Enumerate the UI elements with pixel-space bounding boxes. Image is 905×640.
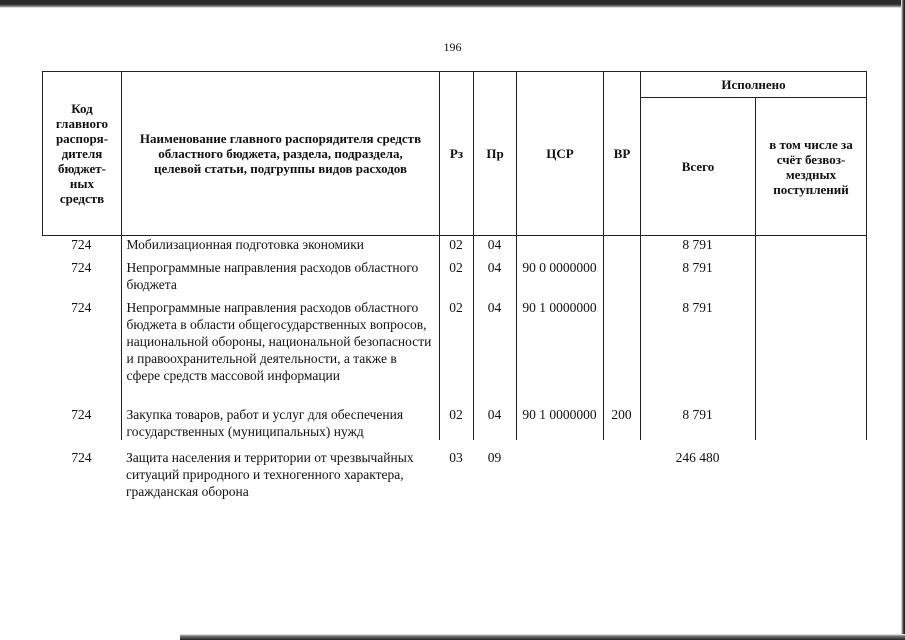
- row-csr: 90 1 0000000: [516, 299, 603, 384]
- row-gratis: [755, 259, 866, 293]
- row-total: 8 791: [640, 299, 755, 384]
- row-vr: 200: [603, 406, 640, 440]
- row-code: 724: [71, 450, 92, 465]
- row-gratis: [755, 449, 866, 500]
- row-rz: 02: [439, 406, 473, 440]
- header-gratis: в том числе за счёт безвоз-мездных поступлений: [756, 98, 867, 236]
- row-pr: 04: [473, 406, 516, 440]
- scan-edge-top: [0, 0, 905, 8]
- row-vr: [603, 236, 640, 253]
- table-row: [42, 259, 866, 293]
- row-code: 724: [71, 260, 92, 275]
- scan-edge-right: [901, 0, 905, 640]
- row-gratis: [755, 299, 866, 384]
- row-gratis: [755, 236, 866, 253]
- row-total: 8 791: [640, 406, 755, 440]
- row-code: 724: [71, 407, 92, 422]
- row-total: 8 791: [640, 259, 755, 293]
- row-name: Закупка товаров, работ и услуг для обеспечения государственных (муниципальных) нужд: [121, 406, 439, 440]
- data-table: [42, 236, 867, 500]
- row-csr: 90 1 0000000: [516, 406, 603, 440]
- header-vr: ВР: [604, 72, 641, 236]
- header-code: Код главного распоря-дителя бюджет-ных средств: [43, 72, 122, 236]
- header-executed: Исполнено: [641, 72, 867, 98]
- table-row: [42, 449, 866, 500]
- table-header: [42, 71, 867, 236]
- table-row: [42, 406, 866, 440]
- table-row: [42, 299, 866, 384]
- row-total: 246 480: [675, 450, 720, 465]
- row-rz: 02: [439, 236, 473, 253]
- row-csr: 90 0 0000000: [516, 259, 603, 293]
- row-gratis: [755, 406, 866, 440]
- row-csr: [516, 236, 603, 253]
- row-name: Непрограммные направления расходов областного бюджета в области общегосударственных вопросов, национальной обороны, национальной безопасности и правоохранительной деятельности, а также в сфере средств массовой информации: [121, 299, 439, 384]
- row-name: Непрограммные направления расходов областного бюджета: [121, 259, 439, 293]
- row-name: Защита населения и территории от чрезвычайных ситуаций природного и техногенного характера, гражданская оборона: [126, 450, 414, 499]
- scan-edge-bottom: [180, 634, 905, 640]
- row-code: 724: [71, 237, 92, 252]
- header-total: Всего: [641, 98, 756, 236]
- header-rz: Рз: [440, 72, 474, 236]
- row-pr: 04: [473, 236, 516, 253]
- table-row: [42, 236, 866, 253]
- row-pr: 04: [473, 259, 516, 293]
- page-number: 196: [443, 40, 462, 54]
- row-csr: [516, 449, 603, 500]
- header-pr: Пр: [474, 72, 517, 236]
- row-rz: 02: [439, 299, 473, 384]
- header-csr: ЦСР: [517, 72, 604, 236]
- row-vr: [603, 299, 640, 384]
- header-name: Наименование главного распорядителя средств областного бюджета, раздела, подраздела, целевой статьи, подгруппы видов расходов: [122, 72, 440, 236]
- row-code: 724: [71, 300, 92, 315]
- row-vr: [603, 449, 640, 500]
- row-vr: [603, 259, 640, 293]
- row-name: Мобилизационная подготовка экономики: [121, 236, 439, 253]
- row-rz: 02: [439, 259, 473, 293]
- row-rz: 03: [449, 450, 463, 465]
- row-pr: 04: [473, 299, 516, 384]
- row-total: 8 791: [640, 236, 755, 253]
- row-pr: 09: [487, 450, 502, 465]
